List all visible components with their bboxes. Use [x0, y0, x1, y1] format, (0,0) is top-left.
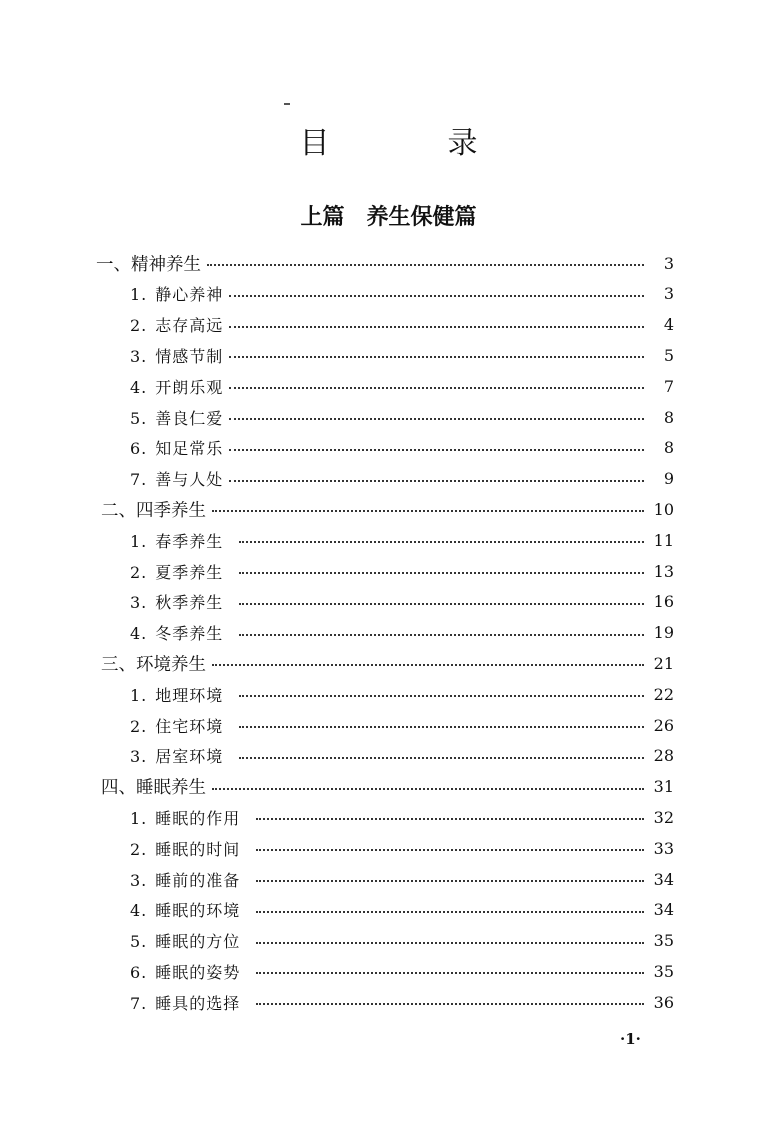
toc-entry[interactable]: [130, 741, 674, 771]
toc-entry[interactable]: [130, 371, 674, 401]
dot-leader: [229, 356, 644, 358]
toc-entry-label: [130, 868, 240, 891]
toc-entry-number: 2.: [130, 316, 148, 336]
toc-entry-number: 3.: [130, 593, 148, 613]
toc-entry[interactable]: [130, 618, 674, 648]
toc-page-number: 26: [653, 715, 674, 735]
toc-chapter[interactable]: [101, 772, 674, 802]
page-title: 目 录: [299, 126, 522, 161]
toc-entry[interactable]: [130, 679, 674, 709]
toc-entry-title: 冬季养生: [155, 624, 224, 644]
toc-entry-label: [130, 282, 223, 305]
toc-entry-label: [130, 621, 223, 644]
toc-entry-number: 5.: [130, 932, 148, 952]
dot-leader: [239, 695, 644, 697]
toc-entry-number: 6.: [130, 439, 148, 459]
toc-entry-title: 居室环境: [155, 747, 224, 767]
toc-entry[interactable]: [130, 802, 674, 832]
toc-entry-title: 睡眠的方位: [155, 932, 241, 952]
toc-entry[interactable]: [130, 310, 674, 340]
dot-leader: [256, 880, 644, 882]
toc-chapter-label: 一、精神养生: [96, 254, 201, 275]
toc-page-number: 8: [663, 407, 674, 427]
toc-entry-number: 3.: [130, 346, 148, 366]
dot-leader: [229, 418, 644, 420]
dot-leader: [212, 788, 644, 790]
toc-page-number: 7: [663, 376, 674, 396]
toc-page-number: 35: [653, 961, 674, 981]
toc-entry[interactable]: [130, 956, 674, 986]
toc-page-number: 8: [663, 438, 674, 458]
toc-entry-title: 睡眠的环境: [155, 901, 241, 921]
dot-leader: [239, 757, 644, 759]
toc-entry-label: [130, 683, 223, 706]
toc-page-number: 34: [653, 869, 674, 889]
toc-entry-label: [130, 837, 240, 860]
toc-entry-title: 善与人处: [155, 470, 224, 490]
dot-leader: [229, 387, 644, 389]
toc-entry[interactable]: [130, 864, 674, 894]
toc-entry-title: 春季养生: [155, 531, 224, 551]
toc-entry-title: 睡眠的作用: [155, 808, 241, 828]
toc-page-number: 28: [653, 746, 674, 766]
toc-entry-number: 5.: [130, 408, 148, 428]
toc-entry-label: [130, 529, 223, 552]
dot-leader: [229, 295, 644, 297]
toc-entry-label: [130, 898, 240, 921]
toc-entry-number: 4.: [130, 901, 148, 921]
toc-chapter[interactable]: [96, 248, 674, 278]
toc-entry-label: [130, 991, 240, 1014]
dot-leader: [229, 326, 644, 328]
dot-leader: [256, 818, 644, 820]
toc-entry-number: 7.: [130, 470, 148, 490]
toc-entry[interactable]: [130, 895, 674, 925]
toc-entry-label: [130, 960, 240, 983]
toc-entry-label: [130, 714, 223, 737]
toc-entry[interactable]: [130, 525, 674, 555]
dot-leader: [239, 541, 644, 543]
toc-page-number: 36: [653, 992, 674, 1012]
dot-leader: [207, 264, 644, 266]
toc-page-number: 21: [653, 653, 674, 673]
toc-entry-title: 知足常乐: [155, 439, 224, 459]
toc-entry-label: [130, 929, 240, 952]
dot-leader: [256, 1003, 644, 1005]
toc-entry[interactable]: [130, 556, 674, 586]
toc-entry[interactable]: [130, 833, 674, 863]
part-name: 养生保健篇: [366, 205, 477, 230]
dot-leader: [239, 634, 644, 636]
toc-entry-number: 7.: [130, 993, 148, 1013]
dot-leader: [212, 664, 644, 666]
toc-entry-number: 4.: [130, 624, 148, 644]
toc-entry-number: 6.: [130, 962, 148, 982]
toc-entry[interactable]: [130, 433, 674, 463]
toc-entry-number: 2.: [130, 839, 148, 859]
toc-entry-title: 秋季养生: [155, 593, 224, 613]
toc-page-number: 4: [663, 315, 674, 335]
print-speck: [284, 103, 290, 105]
dot-leader: [256, 942, 644, 944]
toc-entry-title: 睡眠的时间: [155, 839, 241, 859]
toc-chapter-label: 二、四季养生: [101, 500, 206, 521]
toc-page-number: 9: [663, 469, 674, 489]
toc-entry[interactable]: [130, 587, 674, 617]
toc-page-number: 31: [653, 777, 674, 797]
toc-entry-number: 1.: [130, 285, 148, 305]
toc-entry-title: 夏季养生: [155, 562, 224, 582]
toc-entry[interactable]: [130, 279, 674, 309]
toc-page-number: 13: [653, 561, 674, 581]
toc-page-number: 10: [653, 499, 674, 519]
dot-leader: [256, 911, 644, 913]
toc-page-number: 3: [663, 284, 674, 304]
toc-entry-number: 1.: [130, 685, 148, 705]
toc-page-number: 32: [653, 807, 674, 827]
dot-leader: [212, 510, 644, 512]
toc-entry-label: [130, 590, 223, 613]
toc-page-number: 5: [663, 345, 674, 365]
toc-entry-title: 静心养神: [155, 285, 224, 305]
dot-leader: [256, 972, 644, 974]
toc-page-number: 3: [663, 253, 674, 273]
toc-chapter-label: 三、环境养生: [101, 654, 206, 675]
dot-leader: [239, 572, 644, 574]
part-heading: [0, 200, 777, 231]
toc-chapter[interactable]: [101, 494, 674, 524]
dot-leader: [256, 849, 644, 851]
dot-leader: [239, 603, 644, 605]
toc-entry-label: [130, 560, 223, 583]
toc-entry-label: [130, 406, 223, 429]
toc-entry-number: 1.: [130, 531, 148, 551]
toc-entry-title: 志存高远: [155, 316, 224, 336]
toc-entry[interactable]: [130, 464, 674, 494]
toc-entry[interactable]: [130, 926, 674, 956]
toc-entry-label: [130, 375, 223, 398]
toc-entry-title: 睡具的选择: [155, 993, 241, 1013]
toc-entry-number: 2.: [130, 562, 148, 582]
toc-entry-title: 睡眠的姿势: [155, 962, 241, 982]
toc-entry[interactable]: [130, 340, 674, 370]
page-folio: ·1·: [620, 1030, 641, 1048]
toc-entry-label: [130, 436, 223, 459]
toc-entry-number: 4.: [130, 377, 148, 397]
part-prefix: 上篇: [300, 205, 345, 230]
dot-leader: [239, 726, 644, 728]
toc-entry-title: 情感节制: [155, 346, 224, 366]
toc-entry-title: 地理环境: [155, 685, 224, 705]
toc-page-number: 34: [653, 900, 674, 920]
toc-entry[interactable]: [130, 710, 674, 740]
toc-entry-number: 3.: [130, 747, 148, 767]
toc-page-number: 16: [653, 592, 674, 612]
toc-page-number: 19: [653, 623, 674, 643]
toc-entry-title: 住宅环境: [155, 716, 224, 736]
toc-entry-title: 善良仁爱: [155, 408, 224, 428]
toc-entry-number: 2.: [130, 716, 148, 736]
toc-chapter-label: 四、睡眠养生: [101, 778, 206, 799]
dot-leader: [229, 449, 644, 451]
toc-entry-label: [130, 344, 223, 367]
dot-leader: [229, 480, 644, 482]
toc-entry-label: [130, 806, 240, 829]
toc-entry-label: [130, 467, 223, 490]
toc-entry-label: [130, 313, 223, 336]
toc-page-number: 11: [653, 530, 674, 550]
toc-entry-title: 睡前的准备: [155, 870, 241, 890]
toc-entry-label: [130, 744, 223, 767]
toc-entry-number: 3.: [130, 870, 148, 890]
toc-entry-number: 1.: [130, 808, 148, 828]
toc-page-number: 35: [653, 931, 674, 951]
toc-chapter[interactable]: [101, 648, 674, 678]
toc-entry[interactable]: [130, 987, 674, 1017]
toc-entry[interactable]: [130, 402, 674, 432]
toc-page-number: 22: [653, 684, 674, 704]
toc-entry-title: 开朗乐观: [155, 377, 224, 397]
toc-page-number: 33: [653, 838, 674, 858]
